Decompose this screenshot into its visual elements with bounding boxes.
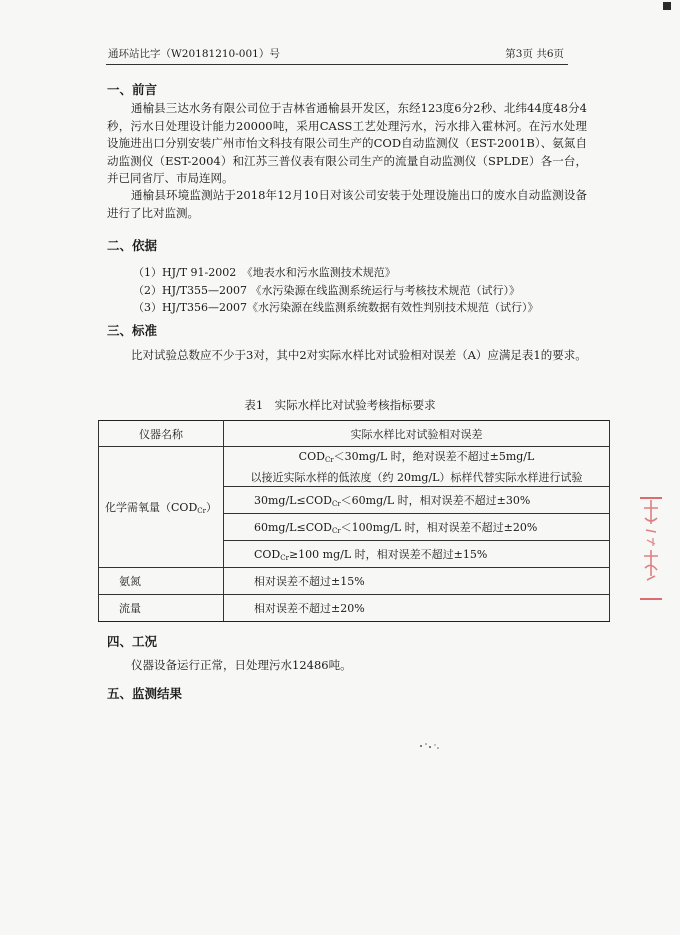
ammonia-instrument-name: 氨氮 — [99, 568, 224, 595]
cod-criterion-low: $COD_{Cr}<30mg/L$ 时，绝对误差不超过±5mg/L 以接近实际水样的低浓度（约 20mg/L）标样代替实际水样进行试验 — [224, 447, 610, 487]
flow-instrument-name: 流量 — [99, 595, 224, 622]
table-caption: 表1 实际水样比对试验考核指标要求 — [244, 398, 436, 412]
cod-criterion-very-high: $COD_{Cr}\ge 100$ mg/L 时，相对误差不超过±15% — [224, 541, 610, 568]
table-row — [99, 568, 610, 595]
section-heading-conditions: 四、工况 — [107, 634, 158, 649]
reference-item: （3）HJ/T356—2007《水污染源在线监测系统数据有效性判别技术规范（试行）》 — [133, 301, 539, 314]
header-rule — [106, 64, 568, 65]
header-instrument-name: 仪器名称 — [99, 421, 224, 447]
section-heading-standard: 三、标准 — [107, 323, 158, 338]
reference-item: （2）HJ/T355—2007 《水污染源在线监测系统运行与考核技术规范（试行）》 — [133, 284, 521, 297]
table-row — [99, 595, 610, 622]
preface-paragraph-1: 通榆县三达水务有限公司位于吉林省通榆县开发区，东经123度6分2秒、北纬44度48分4秒，污水日处理设计能力20000吨，采用CASS工艺处理污水，污水排入霍林河。在污水处理设施进出口分别安装广州市怡文科技有限公司生产的COD自动监测仪（EST-2001B）、氨氮自动监测仪（EST-2004）和江苏三普仪表有限公司生产的流量自动监测仪（SPLDE）各一台，并已同省厅、市局连网。 — [107, 101, 587, 185]
section-heading-results: 五、监测结果 — [107, 686, 183, 701]
seal-stamp-mark — [640, 598, 662, 600]
scan-speckle — [418, 740, 442, 752]
criteria-table — [98, 420, 610, 622]
section-heading-basis: 二、依据 — [107, 238, 158, 253]
seal-stamp — [641, 490, 661, 590]
document-number: 通环站比字（W20181210-001）号 — [108, 48, 280, 60]
conditions-paragraph: 仪器设备运行正常，日处理污水12486吨。 — [131, 658, 352, 672]
flow-criterion: 相对误差不超过±20% — [224, 595, 610, 622]
reference-item: （1）HJ/T 91-2002 《地表水和污水监测技术规范》 — [133, 266, 396, 279]
page-corner-mark — [655, 2, 671, 18]
standard-paragraph: 比对试验总数应不少于3对，其中2对实际水样比对试验相对误差（A）应满足表1的要求。 — [131, 348, 587, 362]
cod-criterion-mid: $30mg/L\le COD_{Cr}<60mg/L$ 时，相对误差不超过±30% — [224, 487, 610, 514]
table-header-row — [99, 421, 610, 447]
cod-instrument-name: 化学需氧量$(COD_{Cr})$ — [99, 447, 224, 568]
cod-criterion-high: $60mg/L\le COD_{Cr}<100mg/L$ 时，相对误差不超过±20% — [224, 514, 610, 541]
table-row — [99, 447, 610, 487]
section-heading-preface: 一、前言 — [107, 82, 158, 97]
preface-paragraph-2: 通榆县环境监测站于2018年12月10日对该公司安装于处理设施出口的废水自动监测设备进行了比对监测。 — [107, 188, 587, 220]
page-number: 第3页 共6页 — [505, 48, 564, 60]
header-relative-error: 实际水样比对试验相对误差 — [224, 421, 610, 447]
ammonia-criterion: 相对误差不超过±15% — [224, 568, 610, 595]
